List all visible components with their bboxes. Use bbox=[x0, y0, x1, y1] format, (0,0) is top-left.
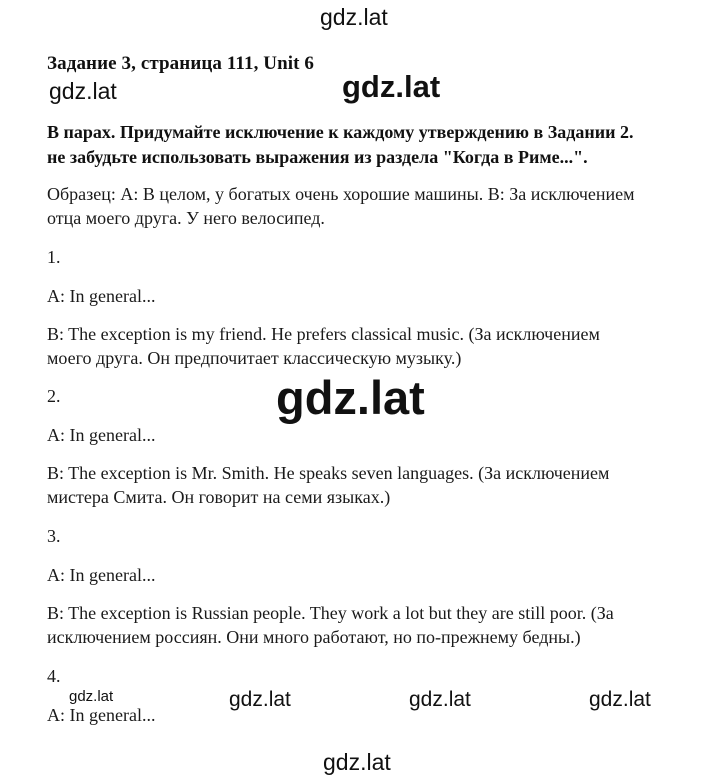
task-line-2: не забудьте использовать выражения из раздела "Когда в Риме...". bbox=[47, 147, 588, 167]
watermark-left-header: gdz.lat bbox=[49, 78, 117, 104]
item-3-number: 3. bbox=[47, 526, 61, 546]
item-1-number: 1. bbox=[47, 247, 61, 267]
item-1-b-line-2: моего друга. Он предпочитает классическую музыку.) bbox=[47, 348, 462, 368]
watermark-bottom-1: gdz.lat bbox=[229, 688, 291, 711]
watermark-top: gdz.lat bbox=[320, 4, 388, 30]
item-1-a: A: In general... bbox=[47, 286, 156, 306]
watermark-bottom-2: gdz.lat bbox=[409, 688, 471, 711]
item-4-a: A: In general... bbox=[47, 705, 156, 725]
watermark-bottom-small: gdz.lat bbox=[69, 688, 114, 705]
watermark-bottom-3: gdz.lat bbox=[589, 688, 651, 711]
item-2-number: 2. bbox=[47, 386, 61, 406]
example-line-1: Образец: A: В целом, у богатых очень хорошие машины. B: За исключением bbox=[47, 184, 635, 204]
item-1-b-line-1: B: The exception is my friend. He prefers classical music. (За исключением bbox=[47, 324, 600, 344]
watermark-header-bold: gdz.lat bbox=[342, 69, 444, 105]
item-4-number: 4. bbox=[47, 666, 61, 686]
task-line-1: В парах. Придумайте исключение к каждому утверждению в Задании 2. bbox=[47, 122, 634, 142]
watermark-center: gdz.lat bbox=[276, 371, 425, 424]
item-2-a: A: In general... bbox=[47, 425, 156, 445]
item-2-b-line-2: мистера Смита. Он говорит на семи языках.) bbox=[47, 487, 391, 507]
example-line-2: отца моего друга. У него велосипед. bbox=[47, 208, 325, 228]
page-title: Задание 3, страница 111, Unit 6 bbox=[47, 53, 315, 74]
item-3-b-line-1: B: The exception is Russian people. They work a lot but they are still poor. (За bbox=[47, 603, 614, 623]
item-2-b-line-1: B: The exception is Mr. Smith. He speaks seven languages. (За исключением bbox=[47, 463, 610, 483]
item-3-b-line-2: исключением россиян. Они много работают, но по-прежнему бедны.) bbox=[47, 627, 581, 647]
item-3-a: A: In general... bbox=[47, 565, 156, 585]
watermark-footer: gdz.lat bbox=[323, 749, 391, 775]
